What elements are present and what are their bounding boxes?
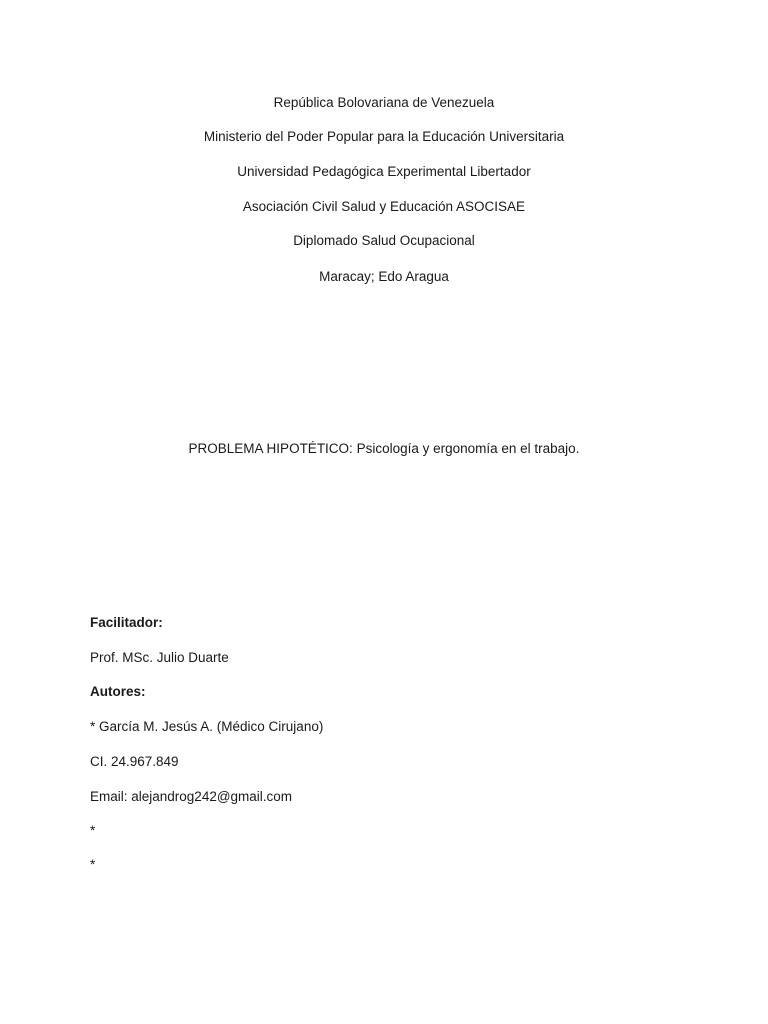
- diploma-line: Diplomado Salud Ocupacional: [293, 233, 475, 248]
- ministry-line: Ministerio del Poder Popular para la Educación Universitaria: [203, 129, 565, 144]
- author-placeholder: *: [90, 823, 96, 838]
- facilitator-heading: Facilitador:: [90, 615, 163, 630]
- author-placeholder: *: [90, 857, 96, 872]
- document-title: PROBLEMA HIPOTÉTICO: Psicología y ergonomía en el trabajo.: [188, 441, 580, 456]
- association-line: Asociación Civil Salud y Educación ASOCISAE: [242, 199, 526, 214]
- authors-heading: Autores:: [90, 684, 146, 699]
- country-line: República Bolovariana de Venezuela: [273, 95, 495, 110]
- author-id: CI. 24.967.849: [90, 754, 179, 769]
- university-line: Universidad Pedagógica Experimental Libertador: [237, 164, 531, 179]
- location-line: Maracay; Edo Aragua: [319, 269, 449, 284]
- author-email: Email: alejandrog242@gmail.com: [90, 789, 293, 804]
- author-name: * García M. Jesús A. (Médico Cirujano): [90, 719, 324, 734]
- facilitator-name: Prof. MSc. Julio Duarte: [90, 650, 229, 665]
